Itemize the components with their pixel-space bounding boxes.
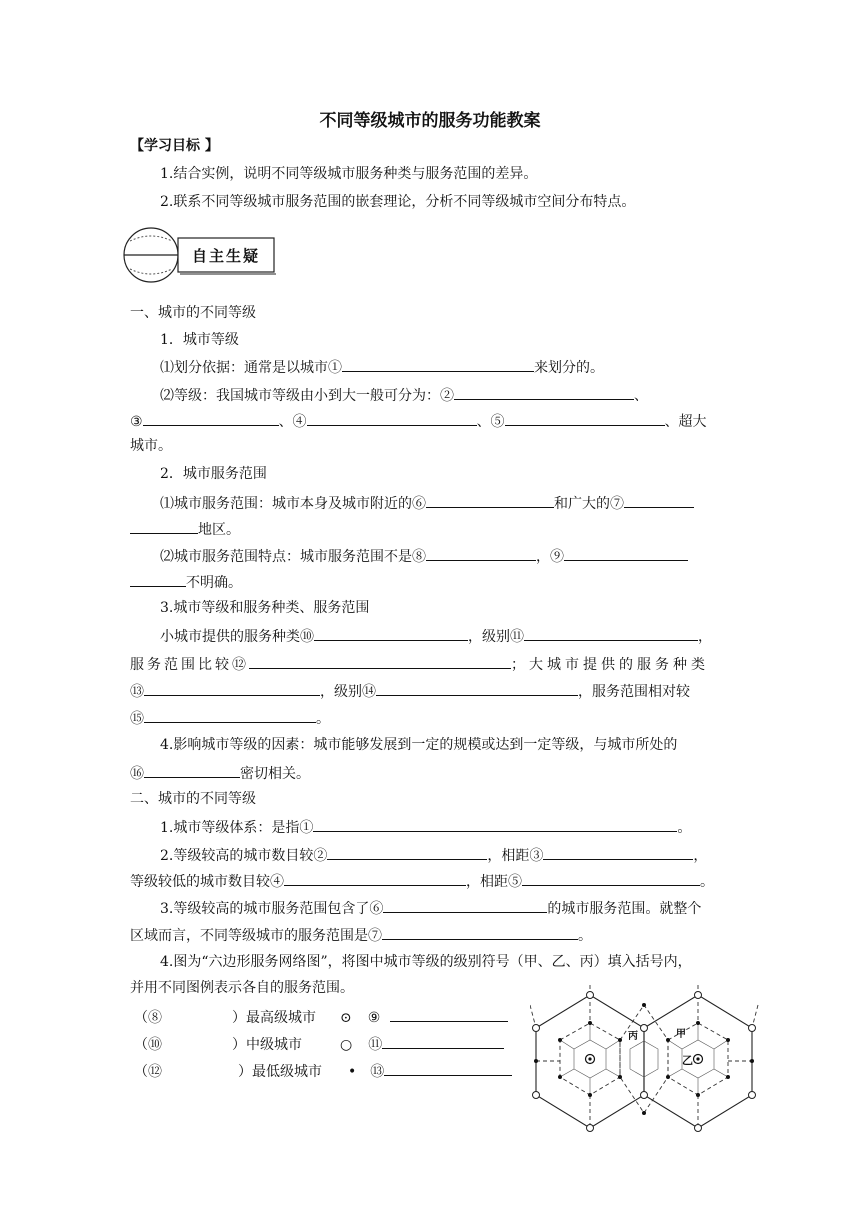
- self-question-badge: [120, 226, 280, 284]
- grade-tail: 城市。: [130, 438, 172, 454]
- legend-row-2: （⑩ ）中级城市 ○ ⑪: [134, 1033, 504, 1055]
- blank-5[interactable]: [505, 410, 665, 426]
- s2-blank-7[interactable]: [382, 924, 578, 940]
- hexagon-network-svg: [530, 985, 780, 1135]
- grade-line: ⑵等级：我国城市等级由小到大一般可分为：② 、: [160, 384, 730, 406]
- s4-line-1: 4.影响城市等级的因素：城市能够发展到一定的规模或达到一定等级，与城市所处的: [160, 737, 678, 753]
- blank-8[interactable]: [426, 545, 536, 561]
- blank-13[interactable]: [144, 680, 320, 696]
- basis-line: ⑴划分依据：通常是以城市① 来划分的。: [160, 356, 730, 378]
- s2-line-4: 3.等级较高的城市服务范围包含了⑥ 的城市服务范围。就整个: [160, 897, 730, 919]
- blank-15[interactable]: [144, 707, 316, 723]
- section1-sub2: 2．城市服务范围: [160, 466, 267, 482]
- feature-line-2: 不明确。: [130, 571, 730, 593]
- blank-4[interactable]: [307, 410, 477, 426]
- blank-14[interactable]: [376, 680, 578, 696]
- blank-12[interactable]: [249, 653, 511, 669]
- s2-blank-6[interactable]: [383, 897, 547, 913]
- blank-7b[interactable]: [130, 518, 198, 534]
- section1-heading: 一、城市的不同等级: [130, 305, 256, 321]
- legend-blank-9[interactable]: [390, 1006, 508, 1022]
- low-city-symbol-icon: •: [348, 1064, 357, 1080]
- legend-blank-13[interactable]: [384, 1060, 512, 1076]
- range-line-2: 地区。: [130, 518, 730, 540]
- legend-row-1: （⑧ ）最高级城市 ⊙ ⑨: [134, 1006, 508, 1028]
- objective-1: 1.结合实例，说明不同等级城市服务种类与服务范围的差异。: [160, 166, 538, 182]
- hexagon-service-network-diagram: [530, 985, 780, 1135]
- s2-blank-3[interactable]: [543, 844, 693, 860]
- legend-row-3: （⑫ ）最低级城市 • ⑬: [134, 1060, 512, 1082]
- s2-line-6: 4.图为“六边形服务网络图”，将图中城市等级的级别符号（甲、乙、丙）填入括号内，: [160, 954, 692, 970]
- s3-line-1: 小城市提供的服务种类⑩ ，级别⑪ ，: [160, 625, 730, 647]
- section1-sub1: 1．城市等级: [160, 332, 239, 348]
- s2-line-2: 2.等级较高的城市数目较② ，相距③ ，: [160, 844, 730, 866]
- s3-line-3: ⑬ ，级别⑭ ，服务范围相对较: [130, 680, 730, 702]
- blank-10[interactable]: [314, 625, 468, 641]
- s2-line-3: 等级较低的城市数目较④ ，相距⑤ 。: [130, 870, 730, 892]
- blank-2[interactable]: [454, 384, 634, 400]
- diagram-label-yi: 乙: [682, 1054, 693, 1067]
- blank-7a[interactable]: [624, 492, 694, 508]
- s2-blank-4[interactable]: [284, 870, 466, 886]
- diagram-label-bing: 丙: [628, 1031, 638, 1042]
- s2-blank-5[interactable]: [522, 870, 700, 886]
- s2-line-5: 区域而言，不同等级城市的服务范围是⑦ 。: [130, 924, 730, 946]
- legend-blank-11[interactable]: [382, 1033, 504, 1049]
- s4-line-2: ⑯ 密切相关。: [130, 762, 730, 784]
- mid-city-symbol-icon: ○: [340, 1037, 353, 1053]
- blank-1[interactable]: [342, 356, 534, 372]
- objective-2: 2.联系不同等级城市服务范围的嵌套理论，分析不同等级城市空间分布特点。: [160, 194, 636, 210]
- blank-11[interactable]: [524, 625, 698, 641]
- top-city-symbol-icon: ⊙: [340, 1010, 352, 1026]
- blank-6[interactable]: [426, 492, 554, 508]
- diagram-label-jia: 甲: [676, 1029, 686, 1040]
- s2-line-1: 1.城市等级体系：是指① 。: [160, 816, 730, 838]
- section1-sub3: 3.城市等级和服务种类、服务范围: [160, 600, 370, 616]
- grade-line-2: ③ 、④ 、⑤ 、超大: [130, 410, 730, 432]
- objectives-heading: 【学习目标 】: [130, 138, 219, 154]
- badge-label: 自主生疑: [192, 247, 261, 265]
- s3-line-4: ⑮ 。: [130, 707, 730, 729]
- section2-heading: 二、城市的不同等级: [130, 791, 256, 807]
- feature-line: ⑵城市服务范围特点：城市服务范围不是⑧ ，⑨: [160, 545, 730, 567]
- blank-3[interactable]: [143, 410, 279, 426]
- s3-line-2: 服务范围比较⑫ ；大城市提供的服务种类: [130, 653, 730, 675]
- blank-9a[interactable]: [564, 545, 688, 561]
- blank-16[interactable]: [144, 762, 240, 778]
- page-title: 不同等级城市的服务功能教案: [319, 111, 541, 131]
- s2-blank-1[interactable]: [313, 816, 677, 832]
- blank-9b[interactable]: [130, 571, 186, 587]
- range-line: ⑴城市服务范围：城市本身及城市附近的⑥ 和广大的⑦: [160, 492, 730, 514]
- s2-line-7: 并用不同图例表示各自的服务范围。: [130, 980, 354, 996]
- s2-blank-2[interactable]: [327, 844, 487, 860]
